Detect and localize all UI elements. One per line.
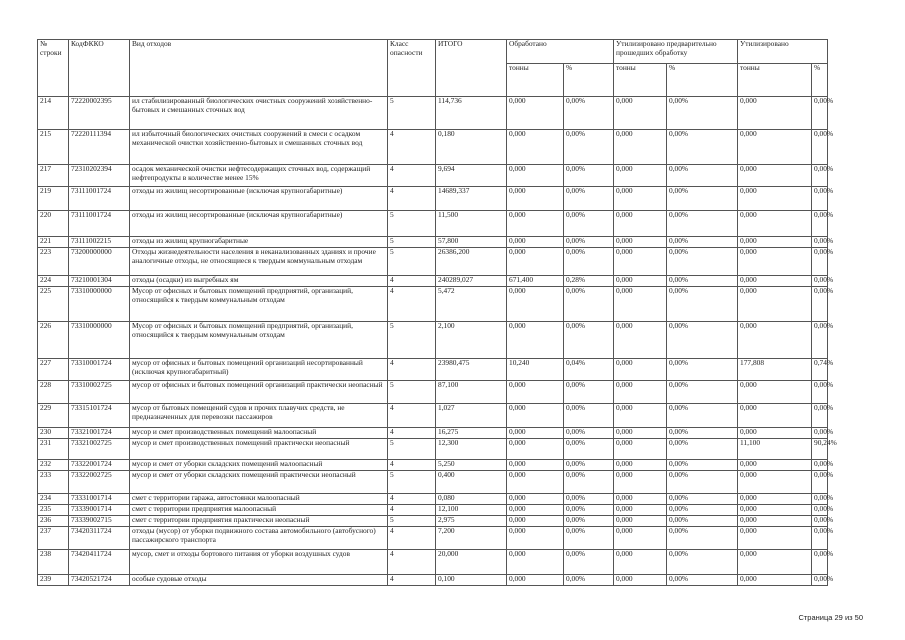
utilized-tons-cell: 0,000 [738, 187, 812, 211]
page-number: Страница 29 из 50 [798, 613, 863, 622]
hazard-class-cell: 5 [388, 381, 436, 404]
hazard-class-cell: 5 [388, 516, 436, 527]
hazard-class-cell: 4 [388, 276, 436, 287]
total-cell: 2,975 [436, 516, 507, 527]
utilized-pre-tons-cell: 0,000 [614, 359, 667, 381]
utilized-tons-cell: 0,000 [738, 97, 812, 130]
fkko-code-cell: 73310000000 [69, 322, 130, 359]
table-row [38, 381, 828, 404]
table-row [38, 550, 828, 575]
waste-type-cell: отходы из жилищ несортированные (исключая крупногабаритные) [130, 187, 388, 211]
row-number-cell: 228 [38, 381, 69, 404]
hazard-class-cell: 5 [388, 471, 436, 494]
total-cell: 23980,475 [436, 359, 507, 381]
utilized-tons-cell: 0,000 [738, 287, 812, 322]
utilized-pre-tons-cell: 0,000 [614, 237, 667, 248]
total-cell: 16,275 [436, 428, 507, 439]
header-processed: Обработано [507, 40, 614, 64]
waste-type-cell: мусор и смет от уборки складских помещений малоопасный [130, 460, 388, 471]
processed-pct-cell: 0,00% [564, 287, 614, 322]
fkko-code-cell: 73310002725 [69, 381, 130, 404]
hazard-class-cell: 4 [388, 428, 436, 439]
processed-tons-cell: 0,000 [507, 165, 564, 187]
fkko-code-cell: 73331001714 [69, 494, 130, 505]
utilized-pre-tons-cell: 0,000 [614, 97, 667, 130]
row-number-cell: 234 [38, 494, 69, 505]
processed-tons-cell: 0,000 [507, 527, 564, 550]
table-row [38, 187, 828, 211]
table-row [38, 404, 828, 428]
processed-pct-cell: 0,04% [564, 359, 614, 381]
waste-type-cell: особые судовые отходы [130, 575, 388, 586]
waste-type-cell: смет с территории гаража, автостоянки малоопасный [130, 494, 388, 505]
utilized-pre-tons-cell: 0,000 [614, 322, 667, 359]
processed-tons-cell: 0,000 [507, 494, 564, 505]
header-utilized-tons: тонны [738, 64, 812, 97]
row-number-cell: 231 [38, 439, 69, 460]
total-cell: 20,000 [436, 550, 507, 575]
row-number-cell: 232 [38, 460, 69, 471]
processed-pct-cell: 0,00% [564, 381, 614, 404]
table-row [38, 439, 828, 460]
header-processed-tons: тонны [507, 64, 564, 97]
processed-pct-cell: 0,00% [564, 97, 614, 130]
utilized-tons-cell: 177,808 [738, 359, 812, 381]
utilized-pre-tons-cell: 0,000 [614, 248, 667, 276]
utilized-pct-cell: 0,00% [812, 471, 828, 494]
utilized-pre-pct-cell: 0,00% [667, 287, 738, 322]
table-row [38, 471, 828, 494]
hazard-class-cell: 5 [388, 237, 436, 248]
hazard-class-cell: 5 [388, 322, 436, 359]
utilized-pre-pct-cell: 0,00% [667, 505, 738, 516]
processed-pct-cell: 0,00% [564, 439, 614, 460]
total-cell: 26386,200 [436, 248, 507, 276]
utilized-tons-cell: 0,000 [738, 471, 812, 494]
hazard-class-cell: 4 [388, 130, 436, 165]
waste-type-cell: Отходы жизнедеятельности населения в неканализованных зданиях и прочие аналогичные отходы, не относящиеся к твердым коммунальным отходам [130, 248, 388, 276]
total-cell: 7,200 [436, 527, 507, 550]
processed-tons-cell: 0,000 [507, 237, 564, 248]
total-cell: 12,100 [436, 505, 507, 516]
processed-tons-cell: 0,000 [507, 505, 564, 516]
processed-pct-cell: 0,00% [564, 471, 614, 494]
processed-pct-cell: 0,00% [564, 494, 614, 505]
utilized-pre-tons-cell: 0,000 [614, 505, 667, 516]
table-row [38, 575, 828, 586]
utilized-pre-tons-cell: 0,000 [614, 460, 667, 471]
header-processed-pct: % [564, 64, 614, 97]
processed-tons-cell: 0,000 [507, 516, 564, 527]
hazard-class-cell: 4 [388, 359, 436, 381]
utilized-pre-pct-cell: 0,00% [667, 211, 738, 237]
hazard-class-cell: 5 [388, 248, 436, 276]
table-body [38, 96, 837, 586]
processed-tons-cell: 0,000 [507, 97, 564, 130]
row-number-cell: 219 [38, 187, 69, 211]
processed-tons-cell: 0,000 [507, 404, 564, 428]
hazard-class-cell: 4 [388, 460, 436, 471]
waste-type-cell: отходы (мусор) от уборки подвижного состава автомобильного (автобусного) пассажирского транспорта [130, 527, 388, 550]
fkko-code-cell: 73111002215 [69, 237, 130, 248]
table-row [38, 359, 828, 381]
processed-pct-cell: 0,00% [564, 505, 614, 516]
utilized-pre-pct-cell: 0,00% [667, 130, 738, 165]
row-number-cell: 227 [38, 359, 69, 381]
utilized-tons-cell: 0,000 [738, 516, 812, 527]
utilized-pre-tons-cell: 0,000 [614, 527, 667, 550]
fkko-code-cell: 73111001724 [69, 211, 130, 237]
table-row [38, 211, 828, 237]
processed-pct-cell: 0,00% [564, 550, 614, 575]
utilized-pre-pct-cell: 0,00% [667, 527, 738, 550]
utilized-pct-cell: 0,00% [812, 575, 828, 586]
utilized-pre-tons-cell: 0,000 [614, 287, 667, 322]
row-number-cell: 217 [38, 165, 69, 187]
utilized-pre-pct-cell: 0,00% [667, 165, 738, 187]
row-number-cell: 238 [38, 550, 69, 575]
utilized-pct-cell: 0,00% [812, 404, 828, 428]
header-total: ИТОГО [436, 40, 507, 97]
utilized-pct-cell: 0,00% [812, 287, 828, 322]
header-utilized: Утилизировано [738, 40, 828, 64]
total-cell: 9,694 [436, 165, 507, 187]
processed-pct-cell: 0,00% [564, 428, 614, 439]
row-number-cell: 215 [38, 130, 69, 165]
row-number-cell: 223 [38, 248, 69, 276]
hazard-class-cell: 4 [388, 165, 436, 187]
fkko-code-cell: 73321002725 [69, 439, 130, 460]
row-number-cell: 214 [38, 97, 69, 130]
utilized-pct-cell: 0,00% [812, 237, 828, 248]
table-row [38, 428, 828, 439]
processed-tons-cell: 0,000 [507, 187, 564, 211]
processed-pct-cell: 0,00% [564, 516, 614, 527]
utilized-pct-cell: 0,00% [812, 550, 828, 575]
row-number-cell: 230 [38, 428, 69, 439]
utilized-pre-tons-cell: 0,000 [614, 381, 667, 404]
waste-type-cell: мусор от офисных и бытовых помещений организаций несортированный (исключая крупногабаритный) [130, 359, 388, 381]
total-cell: 114,736 [436, 97, 507, 130]
header-fkko-code: КодФККО [69, 40, 130, 97]
total-cell: 5,472 [436, 287, 507, 322]
utilized-tons-cell: 0,000 [738, 130, 812, 165]
processed-pct-cell: 0,00% [564, 575, 614, 586]
utilized-tons-cell: 0,000 [738, 460, 812, 471]
fkko-code-cell: 73310000000 [69, 287, 130, 322]
processed-tons-cell: 10,240 [507, 359, 564, 381]
utilized-tons-cell: 0,000 [738, 381, 812, 404]
hazard-class-cell: 4 [388, 575, 436, 586]
fkko-code-cell: 73200000000 [69, 248, 130, 276]
utilized-pre-pct-cell: 0,00% [667, 471, 738, 494]
row-number-cell: 226 [38, 322, 69, 359]
table-row [38, 130, 828, 165]
utilized-tons-cell: 0,000 [738, 575, 812, 586]
processed-tons-cell: 0,000 [507, 439, 564, 460]
utilized-pct-cell: 0,00% [812, 527, 828, 550]
utilized-pre-tons-cell: 0,000 [614, 428, 667, 439]
fkko-code-cell: 73322001724 [69, 460, 130, 471]
waste-report-table [37, 39, 837, 586]
fkko-code-cell: 73339001714 [69, 505, 130, 516]
utilized-tons-cell: 0,000 [738, 237, 812, 248]
fkko-code-cell: 73310001724 [69, 359, 130, 381]
fkko-code-cell: 73339002715 [69, 516, 130, 527]
utilized-pct-cell: 0,00% [812, 97, 828, 130]
utilized-tons-cell: 0,000 [738, 550, 812, 575]
row-number-cell: 239 [38, 575, 69, 586]
utilized-tons-cell: 0,000 [738, 165, 812, 187]
waste-type-cell: мусор и смет производственных помещений практически неопасный [130, 439, 388, 460]
utilized-tons-cell: 0,000 [738, 505, 812, 516]
processed-pct-cell: 0,00% [564, 165, 614, 187]
header-hazard-class: Класс опасности [388, 40, 436, 97]
hazard-class-cell: 4 [388, 550, 436, 575]
fkko-code-cell: 72310202394 [69, 165, 130, 187]
fkko-code-cell: 73420521724 [69, 575, 130, 586]
processed-pct-cell: 0,00% [564, 460, 614, 471]
table-row [38, 97, 828, 130]
processed-tons-cell: 0,000 [507, 130, 564, 165]
processed-tons-cell: 0,000 [507, 471, 564, 494]
fkko-code-cell: 73420311724 [69, 527, 130, 550]
utilized-pre-pct-cell: 0,00% [667, 97, 738, 130]
utilized-pre-pct-cell: 0,00% [667, 359, 738, 381]
table-row [38, 460, 828, 471]
total-cell: 12,300 [436, 439, 507, 460]
total-cell: 5,250 [436, 460, 507, 471]
utilized-tons-cell: 0,000 [738, 428, 812, 439]
table-row [38, 287, 828, 322]
waste-type-cell: смет с территории предприятия практически неопасный [130, 516, 388, 527]
hazard-class-cell: 4 [388, 494, 436, 505]
waste-type-cell: отходы из жилищ несортированные (исключая крупногабаритные) [130, 211, 388, 237]
hazard-class-cell: 4 [388, 527, 436, 550]
total-cell: 57,800 [436, 237, 507, 248]
fkko-code-cell: 73315101724 [69, 404, 130, 428]
total-cell: 0,400 [436, 471, 507, 494]
row-number-cell: 235 [38, 505, 69, 516]
row-number-cell: 237 [38, 527, 69, 550]
utilized-pre-pct-cell: 0,00% [667, 322, 738, 359]
utilized-pre-tons-cell: 0,000 [614, 575, 667, 586]
row-number-cell: 229 [38, 404, 69, 428]
utilized-pre-tons-cell: 0,000 [614, 211, 667, 237]
total-cell: 87,100 [436, 381, 507, 404]
utilized-pre-pct-cell: 0,00% [667, 187, 738, 211]
total-cell: 0,080 [436, 494, 507, 505]
fkko-code-cell: 73111001724 [69, 187, 130, 211]
utilized-pre-pct-cell: 0,00% [667, 404, 738, 428]
fkko-code-cell: 73420411724 [69, 550, 130, 575]
processed-pct-cell: 0,00% [564, 187, 614, 211]
header-utilized-pre-tons: тонны [614, 64, 667, 97]
processed-tons-cell: 0,000 [507, 460, 564, 471]
processed-tons-cell: 0,000 [507, 550, 564, 575]
processed-pct-cell: 0,00% [564, 404, 614, 428]
hazard-class-cell: 4 [388, 187, 436, 211]
utilized-pre-tons-cell: 0,000 [614, 439, 667, 460]
utilized-pct-cell: 0,00% [812, 130, 828, 165]
processed-pct-cell: 0,00% [564, 211, 614, 237]
utilized-pre-pct-cell: 0,00% [667, 237, 738, 248]
utilized-tons-cell: 0,000 [738, 248, 812, 276]
processed-pct-cell: 0,00% [564, 322, 614, 359]
utilized-pct-cell: 0,00% [812, 381, 828, 404]
hazard-class-cell: 5 [388, 439, 436, 460]
waste-type-cell: Мусор от офисных и бытовых помещений предприятий, организаций, относящийся к твердым коммунальным отходам [130, 322, 388, 359]
utilized-pre-pct-cell: 0,00% [667, 550, 738, 575]
table-row [38, 505, 828, 516]
total-cell: 240289,027 [436, 276, 507, 287]
utilized-pct-cell: 0,00% [812, 187, 828, 211]
processed-pct-cell: 0,28% [564, 276, 614, 287]
utilized-pre-pct-cell: 0,00% [667, 516, 738, 527]
table-row [38, 276, 828, 287]
utilized-pre-pct-cell: 0,00% [667, 381, 738, 404]
utilized-pct-cell: 0,00% [812, 494, 828, 505]
total-cell: 0,180 [436, 130, 507, 165]
table-row [38, 165, 828, 187]
utilized-pct-cell: 0,00% [812, 165, 828, 187]
utilized-tons-cell: 0,000 [738, 527, 812, 550]
row-number-cell: 221 [38, 237, 69, 248]
utilized-tons-cell: 11,100 [738, 439, 812, 460]
waste-type-cell: Мусор от офисных и бытовых помещений предприятий, организаций, относящийся к твердым коммунальным отходам [130, 287, 388, 322]
utilized-pre-tons-cell: 0,000 [614, 404, 667, 428]
utilized-pct-cell: 0,00% [812, 505, 828, 516]
waste-type-cell: ил избыточный биологических очистных сооружений в смеси с осадком механической очистки хозяйственно-бытовых и смешанных сточных вод [130, 130, 388, 165]
waste-type-cell: отходы из жилищ крупногабаритные [130, 237, 388, 248]
row-number-cell: 225 [38, 287, 69, 322]
utilized-pre-tons-cell: 0,000 [614, 276, 667, 287]
processed-pct-cell: 0,00% [564, 527, 614, 550]
utilized-pre-tons-cell: 0,000 [614, 165, 667, 187]
utilized-pct-cell: 0,00% [812, 211, 828, 237]
utilized-pre-pct-cell: 0,00% [667, 575, 738, 586]
total-cell: 11,500 [436, 211, 507, 237]
utilized-pct-cell: 90,24% [812, 439, 828, 460]
header-waste-type: Вид отходов [130, 40, 388, 97]
waste-type-cell: мусор и смет от уборки складских помещений практически неопасный [130, 471, 388, 494]
utilized-tons-cell: 0,000 [738, 494, 812, 505]
utilized-pct-cell: 0,00% [812, 276, 828, 287]
processed-tons-cell: 0,000 [507, 428, 564, 439]
fkko-code-cell: 73321001724 [69, 428, 130, 439]
fkko-code-cell: 73322002725 [69, 471, 130, 494]
hazard-class-cell: 4 [388, 505, 436, 516]
hazard-class-cell: 5 [388, 97, 436, 130]
utilized-pct-cell: 0,00% [812, 248, 828, 276]
total-cell: 14689,337 [436, 187, 507, 211]
table-row [38, 494, 828, 505]
waste-type-cell: мусор и смет производственных помещений малоопасный [130, 428, 388, 439]
utilized-pct-cell: 0,74% [812, 359, 828, 381]
utilized-pre-pct-cell: 0,00% [667, 428, 738, 439]
fkko-code-cell: 72220111394 [69, 130, 130, 165]
utilized-pre-tons-cell: 0,000 [614, 187, 667, 211]
waste-type-cell: ил стабилизированный биологических очистных сооружений хозяйственно-бытовых и смешанных сточных вод [130, 97, 388, 130]
row-number-cell: 236 [38, 516, 69, 527]
waste-type-cell: смет с территории предприятия малоопасный [130, 505, 388, 516]
header-row-number: № строки [38, 40, 69, 97]
processed-tons-cell: 0,000 [507, 287, 564, 322]
processed-tons-cell: 0,000 [507, 575, 564, 586]
utilized-pct-cell: 0,00% [812, 516, 828, 527]
table-row [38, 248, 828, 276]
utilized-pre-pct-cell: 0,00% [667, 248, 738, 276]
utilized-pre-tons-cell: 0,000 [614, 516, 667, 527]
utilized-pre-tons-cell: 0,000 [614, 130, 667, 165]
table-row [38, 237, 828, 248]
processed-tons-cell: 0,000 [507, 248, 564, 276]
row-number-cell: 220 [38, 211, 69, 237]
waste-type-cell: мусор от офисных и бытовых помещений организаций практически неопасный [130, 381, 388, 404]
processed-tons-cell: 0,000 [507, 322, 564, 359]
header-utilized-pre-pct: % [667, 64, 738, 97]
hazard-class-cell: 5 [388, 211, 436, 237]
total-cell: 2,100 [436, 322, 507, 359]
utilized-pre-pct-cell: 0,00% [667, 494, 738, 505]
hazard-class-cell: 4 [388, 404, 436, 428]
utilized-pre-tons-cell: 0,000 [614, 550, 667, 575]
utilized-pct-cell: 0,00% [812, 428, 828, 439]
processed-tons-cell: 671,400 [507, 276, 564, 287]
processed-pct-cell: 0,00% [564, 237, 614, 248]
total-cell: 1,027 [436, 404, 507, 428]
utilized-pre-pct-cell: 0,00% [667, 276, 738, 287]
total-cell: 0,100 [436, 575, 507, 586]
utilized-tons-cell: 0,000 [738, 404, 812, 428]
header-utilized-preprocessed: Утилизировано предварительно прошедших обработку [614, 40, 738, 64]
processed-tons-cell: 0,000 [507, 381, 564, 404]
waste-type-cell: отходы (осадки) из выгребных ям [130, 276, 388, 287]
processed-pct-cell: 0,00% [564, 130, 614, 165]
waste-type-cell: осадок механической очистки нефтесодержащих сточных вод, содержащий нефтепродукты в количестве менее 15% [130, 165, 388, 187]
utilized-pct-cell: 0,00% [812, 460, 828, 471]
processed-tons-cell: 0,000 [507, 211, 564, 237]
row-number-cell: 224 [38, 276, 69, 287]
table-row [38, 527, 828, 550]
utilized-pct-cell: 0,00% [812, 322, 828, 359]
utilized-pre-tons-cell: 0,000 [614, 471, 667, 494]
processed-pct-cell: 0,00% [564, 248, 614, 276]
table-row [38, 516, 828, 527]
fkko-code-cell: 73210001304 [69, 276, 130, 287]
waste-type-cell: мусор от бытовых помещений судов и прочих плавучих средств, не предназначенных для перевозки пассажиров [130, 404, 388, 428]
header-utilized-pct: % [812, 64, 828, 97]
fkko-code-cell: 72220002395 [69, 97, 130, 130]
table-row [38, 322, 828, 359]
hazard-class-cell: 4 [388, 287, 436, 322]
waste-type-cell: мусор, смет и отходы бортового питания от уборки воздушных судов [130, 550, 388, 575]
utilized-pre-pct-cell: 0,00% [667, 439, 738, 460]
utilized-tons-cell: 0,000 [738, 322, 812, 359]
utilized-tons-cell: 0,000 [738, 211, 812, 237]
utilized-tons-cell: 0,000 [738, 276, 812, 287]
utilized-pre-tons-cell: 0,000 [614, 494, 667, 505]
utilized-pre-pct-cell: 0,00% [667, 460, 738, 471]
row-number-cell: 233 [38, 471, 69, 494]
